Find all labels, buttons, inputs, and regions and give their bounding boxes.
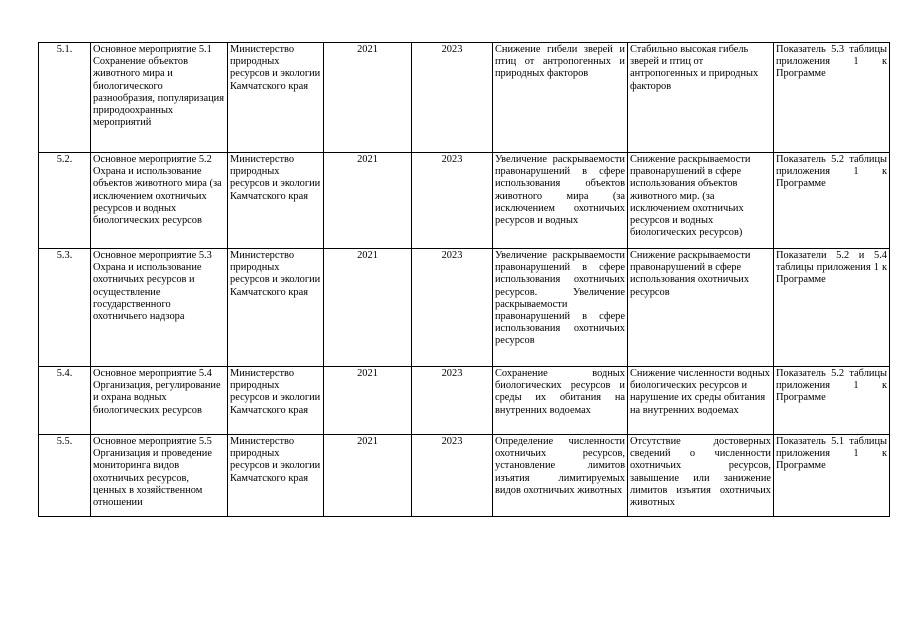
table-row bbox=[39, 153, 890, 249]
start-year: 2021 bbox=[324, 367, 412, 435]
indicator-link: Показатель 5.1 таблицы приложения 1 к Программе bbox=[774, 435, 890, 517]
table-row bbox=[39, 367, 890, 435]
executor: Министерство природных ресурсов и экологии Камчатского края bbox=[228, 435, 324, 517]
end-year: 2023 bbox=[412, 249, 493, 367]
row-number: 5.3. bbox=[39, 249, 91, 367]
activity-name: Основное мероприятие 5.1 Сохранение объектов животного мира и биологического разнообразия, популяризация природоохранных мероприятий bbox=[91, 43, 228, 153]
activity-name: Основное мероприятие 5.4 Организация, регулирование и охрана водных биологических ресурсов bbox=[91, 367, 228, 435]
executor: Министерство природных ресурсов и экологии Камчатского края bbox=[228, 367, 324, 435]
non-implementation-consequence: Снижение раскрываемости правонарушений в сфере использования объектов животного мир. (за исключением охотничьих ресурсов и водных биологических ресурсов) bbox=[628, 153, 774, 249]
row-number: 5.5. bbox=[39, 435, 91, 517]
activity-name: Основное мероприятие 5.3 Охрана и использование охотничьих ресурсов и осуществление государственного охотничьего надзора bbox=[91, 249, 228, 367]
end-year: 2023 bbox=[412, 153, 493, 249]
expected-result: Определение численности охотничьих ресурсов, установление лимитов изъятия лимитируемых видов охотничьих животных bbox=[493, 435, 628, 517]
indicator-link: Показатель 5.2 таблицы приложения 1 к Программе bbox=[774, 367, 890, 435]
start-year: 2021 bbox=[324, 153, 412, 249]
executor: Министерство природных ресурсов и экологии Камчатского края bbox=[228, 43, 324, 153]
executor: Министерство природных ресурсов и экологии Камчатского края bbox=[228, 249, 324, 367]
row-number: 5.4. bbox=[39, 367, 91, 435]
non-implementation-consequence: Снижение численности водных биологических ресурсов и нарушение их среды обитания на внутренних водоемах bbox=[628, 367, 774, 435]
activity-name: Основное мероприятие 5.2 Охрана и использование объектов животного мира (за исключением охотничьих ресурсов и водных биологических ресурсов bbox=[91, 153, 228, 249]
indicator-link: Показатель 5.3 таблицы приложения 1 к Программе bbox=[774, 43, 890, 153]
end-year: 2023 bbox=[412, 435, 493, 517]
start-year: 2021 bbox=[324, 43, 412, 153]
indicator-link: Показатели 5.2 и 5.4 таблицы приложения 1 к Программе bbox=[774, 249, 890, 367]
table-row bbox=[39, 43, 890, 153]
expected-result: Снижение гибели зверей и птиц от антропогенных и природных факторов bbox=[493, 43, 628, 153]
start-year: 2021 bbox=[324, 249, 412, 367]
expected-result: Увеличение раскрываемости правонарушений в сфере использования объектов животного мира (за исключением охотничьих ресурсов и водных bbox=[493, 153, 628, 249]
end-year: 2023 bbox=[412, 43, 493, 153]
expected-result: Сохранение водных биологических ресурсов и среды их обитания на внутренних водоемах bbox=[493, 367, 628, 435]
non-implementation-consequence: Стабильно высокая гибель зверей и птиц от антропогенных и природных факторов bbox=[628, 43, 774, 153]
row-number: 5.1. bbox=[39, 43, 91, 153]
start-year: 2021 bbox=[324, 435, 412, 517]
non-implementation-consequence: Отсутствие достоверных сведений о численности охотничьих ресурсов, завышение или занижение лимитов изъятия охотничьих животных bbox=[628, 435, 774, 517]
end-year: 2023 bbox=[412, 367, 493, 435]
table-row bbox=[39, 435, 890, 517]
program-activities-table bbox=[38, 42, 890, 517]
indicator-link: Показатель 5.2 таблицы приложения 1 к Программе bbox=[774, 153, 890, 249]
executor: Министерство природных ресурсов и экологии Камчатского края bbox=[228, 153, 324, 249]
expected-result: Увеличение раскрываемости правонарушений в сфере использования охотничьих ресурсов. Увеличение раскрываемости правонарушений в сфере использования охотничьих ресурсов bbox=[493, 249, 628, 367]
row-number: 5.2. bbox=[39, 153, 91, 249]
activity-name: Основное мероприятие 5.5 Организация и проведение мониторинга видов охотничьих ресурсов, ценных в хозяйственном отношении bbox=[91, 435, 228, 517]
non-implementation-consequence: Снижение раскрываемости правонарушений в сфере использования охотничьих ресурсов bbox=[628, 249, 774, 367]
table-row bbox=[39, 249, 890, 367]
